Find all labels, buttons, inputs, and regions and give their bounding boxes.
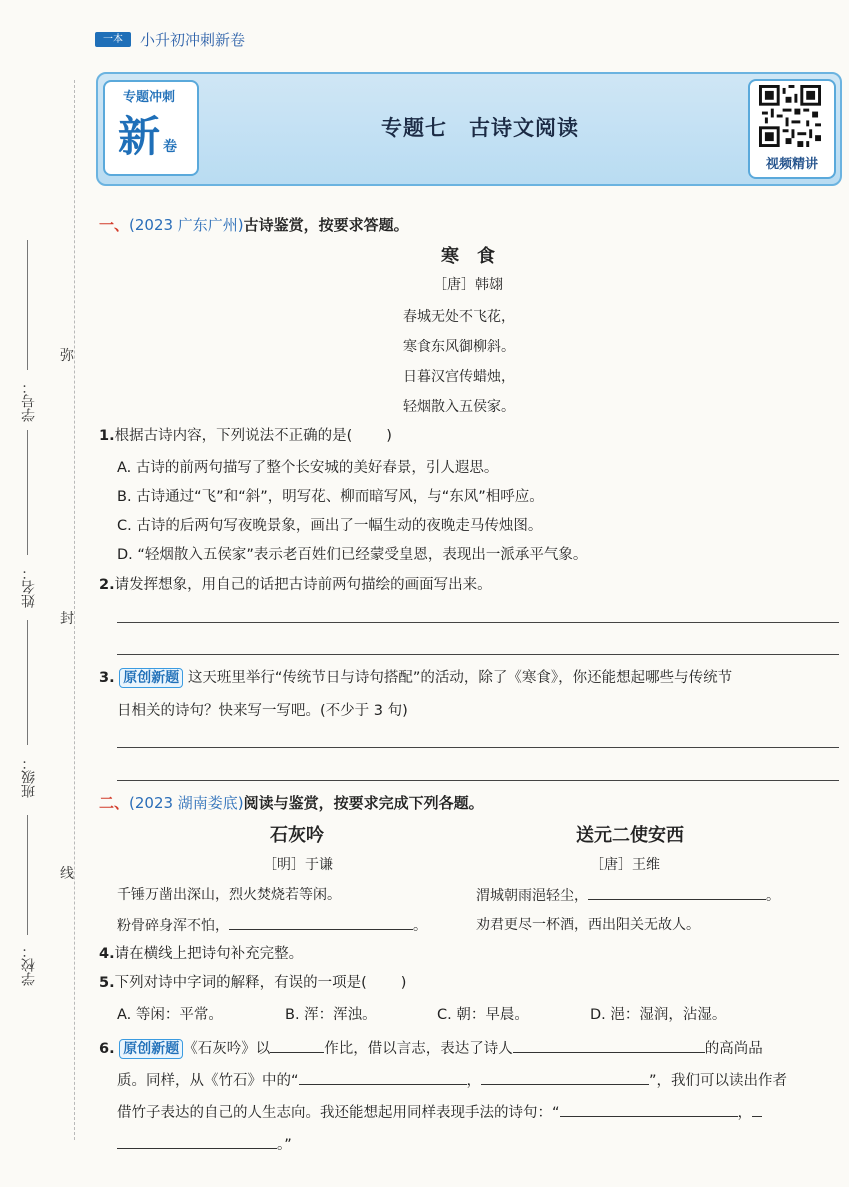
badge-small-char: 卷 [163, 139, 177, 155]
poem-1-author: ［唐］韩翃 [433, 277, 503, 293]
question-5 [99, 973, 406, 993]
question-1-option-b[interactable]: B. 古诗通过“飞”和“斜”，明写花、柳而暗写风，与“东风”相呼应。 [117, 489, 544, 505]
poem-3-line-2: 劝君更尽一杯酒，西出阳关无故人。 [476, 917, 700, 933]
question-4 [99, 944, 303, 964]
seal-char-xian: 线 [60, 866, 74, 882]
original-question-tag: 原创新题 [119, 1039, 183, 1059]
class-field[interactable] [27, 620, 28, 745]
badge-top-text: 专题冲刺 [122, 90, 175, 105]
question-1-number: 1. [99, 428, 115, 444]
question-6-line-3 [117, 1101, 762, 1123]
question-6-blank-6-cont[interactable] [117, 1133, 277, 1149]
poem-3-title: 送元二使安西 [576, 825, 684, 846]
question-6 [99, 1037, 763, 1059]
name-field[interactable] [27, 430, 28, 555]
question-6-text: ”，我们可以读出作者 [649, 1073, 788, 1089]
poem-3-line-1-text: 渭城朝雨浥轻尘， [476, 888, 588, 904]
question-5-close: ) [400, 975, 407, 991]
poem-2-title: 石灰吟 [270, 825, 324, 846]
question-5-option-d[interactable]: D. 浥：湿润，沾湿。 [590, 1007, 727, 1023]
question-6-blank-6[interactable] [752, 1101, 762, 1117]
poem-3-fill-blank[interactable] [588, 884, 766, 900]
qr-code-icon[interactable] [759, 85, 821, 147]
question-2-number: 2. [99, 577, 115, 593]
name-label: 姓名： [21, 566, 37, 608]
section-2-source: (2023 湖南娄底) [129, 794, 244, 812]
class-label: 班级： [21, 756, 37, 798]
question-1-option-d[interactable]: D. “轻烟散入五侯家”表示老百姓们已经蒙受皇恩，表现出一派承平气象。 [117, 547, 588, 563]
section-1-heading [99, 215, 409, 235]
question-6-text: 作比，借以言志，表达了诗人 [324, 1041, 513, 1057]
question-5-number: 5. [99, 975, 115, 991]
question-2-answer-line[interactable] [117, 654, 839, 655]
question-2-text: 请发挥想象，用自己的话把古诗前两句描绘的画面写出来。 [114, 577, 492, 593]
question-2 [99, 575, 492, 595]
question-4-number: 4. [99, 946, 115, 962]
qr-label: 视频精讲 [765, 157, 818, 172]
question-3-answer-line[interactable] [117, 747, 839, 748]
question-6-blank-2[interactable] [513, 1037, 705, 1053]
poem-1-line: 寒食东风御柳斜。 [403, 339, 515, 355]
question-1-close: ) [386, 428, 392, 444]
question-6-number: 6. [99, 1041, 115, 1057]
section-1-title: 古诗鉴赏，按要求答题。 [243, 216, 409, 234]
school-label: 学校： [21, 944, 37, 986]
question-3-number: 3. [99, 670, 115, 686]
poem-1-title: 寒 食 [441, 246, 495, 267]
question-4-text: 请在横线上把诗句补充完整。 [114, 946, 304, 962]
student-number-field[interactable] [27, 240, 28, 370]
poem-2-fill-blank[interactable] [229, 914, 413, 930]
seal-char-mi: 弥 [60, 348, 74, 364]
page-title: 专题七 古诗文阅读 [381, 116, 579, 140]
poem-2-line-2-end: 。 [413, 918, 427, 934]
section-1-source: (2023 广东广州) [129, 216, 244, 234]
question-1-option-a[interactable]: A. 古诗的前两句描写了整个长安城的美好春景，引人遐思。 [117, 460, 499, 476]
poem-3-line-1 [476, 884, 780, 905]
section-2-heading [99, 793, 484, 813]
section-2-title: 阅读与鉴赏，按要求完成下列各题。 [243, 794, 484, 812]
poem-2-line-2 [117, 914, 427, 935]
question-1-text: 根据古诗内容，下列说法不正确的是( [114, 428, 353, 444]
question-1-option-c[interactable]: C. 古诗的后两句写夜晚景象，画出了一幅生动的夜晚走马传烛图。 [117, 518, 543, 534]
question-6-text: 。” [277, 1137, 292, 1153]
brand-logo: 一本 [95, 32, 131, 47]
question-6-text: ， [737, 1105, 753, 1121]
seal-char-feng: 封 [60, 611, 74, 627]
poem-1-line: 春城无处不飞花， [403, 309, 515, 325]
question-5-option-b[interactable]: B. 浑：浑浊。 [285, 1007, 377, 1023]
question-5-option-a[interactable]: A. 等闲：平常。 [117, 1007, 223, 1023]
question-3-text-cont: 日相关的诗句？快来写一写吧。(不少于 3 句) [117, 703, 408, 719]
poem-1-line: 轻烟散入五侯家。 [403, 399, 515, 415]
badge-big-char: 新 [118, 112, 161, 161]
question-6-text: ， [466, 1073, 482, 1089]
question-3 [99, 668, 732, 688]
original-question-tag: 原创新题 [119, 668, 183, 688]
question-6-text: 《石灰吟》以 [183, 1041, 271, 1057]
section-2-number: 二、 [99, 794, 130, 812]
question-6-line-2 [117, 1069, 787, 1091]
school-field[interactable] [27, 815, 28, 935]
question-2-answer-line[interactable] [117, 622, 839, 623]
poem-3-author: ［唐］王维 [590, 857, 660, 873]
question-6-blank-1[interactable] [270, 1037, 324, 1053]
question-5-option-c[interactable]: C. 朝：早晨。 [437, 1007, 529, 1023]
question-6-text: 借竹子表达的自己的人生志向。我还能想起用同样表现手法的诗句：“ [117, 1105, 560, 1121]
question-3-text: 这天班里举行“传统节日与诗句搭配”的活动，除了《寒食》，你还能想起哪些与传统节 [187, 670, 733, 686]
question-6-blank-5[interactable] [560, 1101, 738, 1117]
question-6-blank-3[interactable] [299, 1069, 467, 1085]
student-number-label: 学号： [21, 380, 37, 422]
section-1-number: 一、 [99, 216, 130, 234]
poem-2-line-1: 千锤万凿出深山，烈火焚烧若等闲。 [117, 887, 341, 903]
question-6-blank-4[interactable] [481, 1069, 649, 1085]
binding-dashed-line [74, 80, 75, 1140]
question-6-line-4 [117, 1133, 292, 1155]
poem-3-line-1-end: 。 [766, 888, 780, 904]
question-6-text: 质。同样，从《竹石》中的“ [117, 1073, 299, 1089]
poem-2-line-2-text: 粉骨碎身浑不怕， [117, 918, 229, 934]
question-3-answer-line[interactable] [117, 780, 839, 781]
poem-1-line: 日暮汉宫传蜡烛， [403, 369, 515, 385]
brand-title: 小升初冲刺新卷 [140, 31, 246, 49]
question-6-text: 的高尚品 [704, 1041, 763, 1057]
question-5-text: 下列对诗中字词的解释，有误的一项是( [114, 975, 367, 991]
question-1 [99, 426, 392, 446]
poem-2-author: ［明］于谦 [263, 857, 333, 873]
